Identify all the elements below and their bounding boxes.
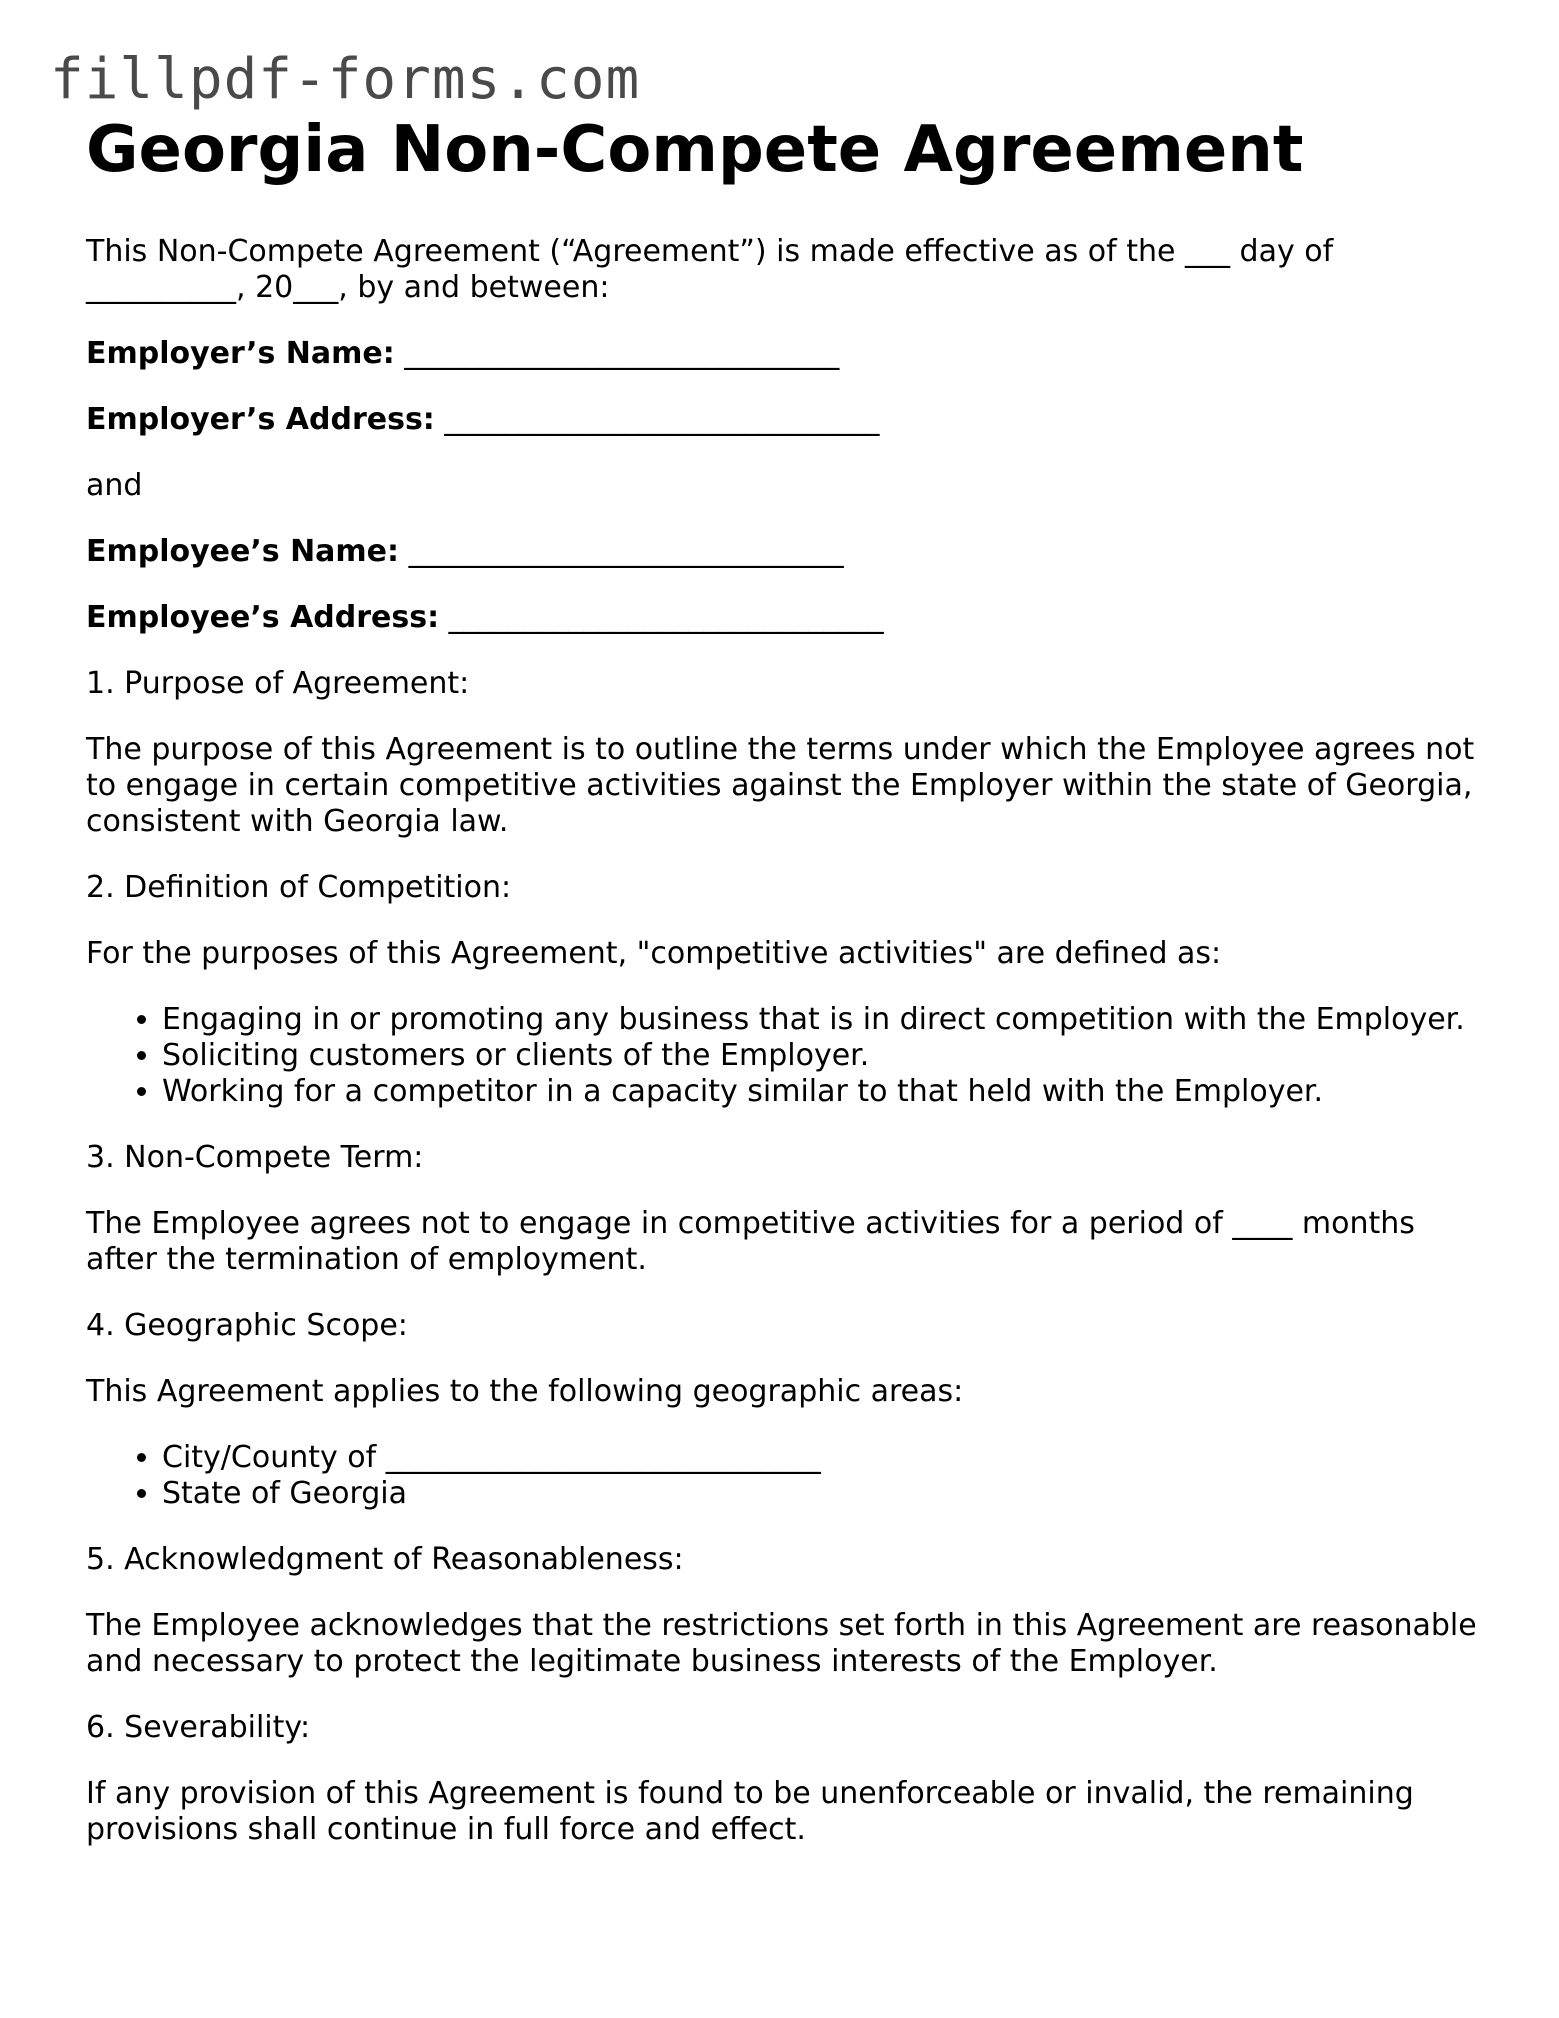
list-item: • Working for a competitor in a capacity similar to that held with the Employer.	[162, 1074, 1486, 1110]
list-item: • City/County of _____________________________	[162, 1440, 1486, 1476]
document-page	[86, 110, 1486, 1878]
employer-name-field[interactable]: _____________________________	[404, 336, 840, 371]
section-6-body: If any provision of this Agreement is found to be unenforceable or invalid, the remaining provisions shall continue in full force and effect.	[86, 1776, 1414, 1847]
employee-name-row	[86, 534, 1486, 570]
section-1-heading: 1. Purpose of Agreement:	[86, 666, 470, 701]
section-5-body: The Employee acknowledges that the restrictions set forth in this Agreement are reasonable and necessary to protect the legitimate business interests of the Employer.	[86, 1608, 1477, 1679]
section-4-heading: 4. Geographic Scope:	[86, 1308, 408, 1343]
employee-name-label: Employee’s Name:	[86, 534, 400, 569]
competition-list	[86, 1002, 1486, 1110]
document-title: Georgia Non-Compete Agreement	[86, 113, 1304, 187]
watermark: fillpdf-forms.com	[50, 47, 641, 112]
list-item: • Soliciting customers or clients of the Employer.	[162, 1038, 1486, 1074]
employer-address-label: Employer’s Address:	[86, 402, 435, 437]
and-text: and	[86, 468, 143, 503]
employee-address-label: Employee’s Address:	[86, 600, 440, 635]
section-5-heading: 5. Acknowledgment of Reasonableness:	[86, 1542, 684, 1577]
geographic-list	[86, 1440, 1486, 1512]
section-2-heading: 2. Definition of Competition:	[86, 870, 512, 905]
section-6-heading: 6. Severability:	[86, 1710, 311, 1745]
section-1-body: The purpose of this Agreement is to outline the terms under which the Employee agrees not to engage in certain competitive activities against the Employer within the state of Georgia, consistent with Georgia law.	[86, 732, 1475, 839]
section-4-body: This Agreement applies to the following geographic areas:	[86, 1374, 964, 1409]
employee-address-field[interactable]: _____________________________	[448, 600, 884, 635]
employee-address-row	[86, 600, 1486, 636]
section-3-body: The Employee agrees not to engage in competitive activities for a period of ____ months after the termination of employment.	[86, 1206, 1415, 1277]
section-2-body: For the purposes of this Agreement, "competitive activities" are defined as:	[86, 936, 1222, 971]
employer-name-row	[86, 336, 1486, 372]
list-item: • State of Georgia	[162, 1476, 1486, 1512]
list-item: • Engaging in or promoting any business that is in direct competition with the Employer.	[162, 1002, 1486, 1038]
employer-address-field[interactable]: _____________________________	[444, 402, 880, 437]
employer-name-label: Employer’s Name:	[86, 336, 395, 371]
employer-address-row	[86, 402, 1486, 438]
section-3-heading: 3. Non-Compete Term:	[86, 1140, 424, 1175]
employee-name-field[interactable]: _____________________________	[408, 534, 844, 569]
intro-paragraph: This Non-Compete Agreement (“Agreement”) is made effective as of the ___ day of __________, 20___, by and between:	[86, 234, 1334, 305]
